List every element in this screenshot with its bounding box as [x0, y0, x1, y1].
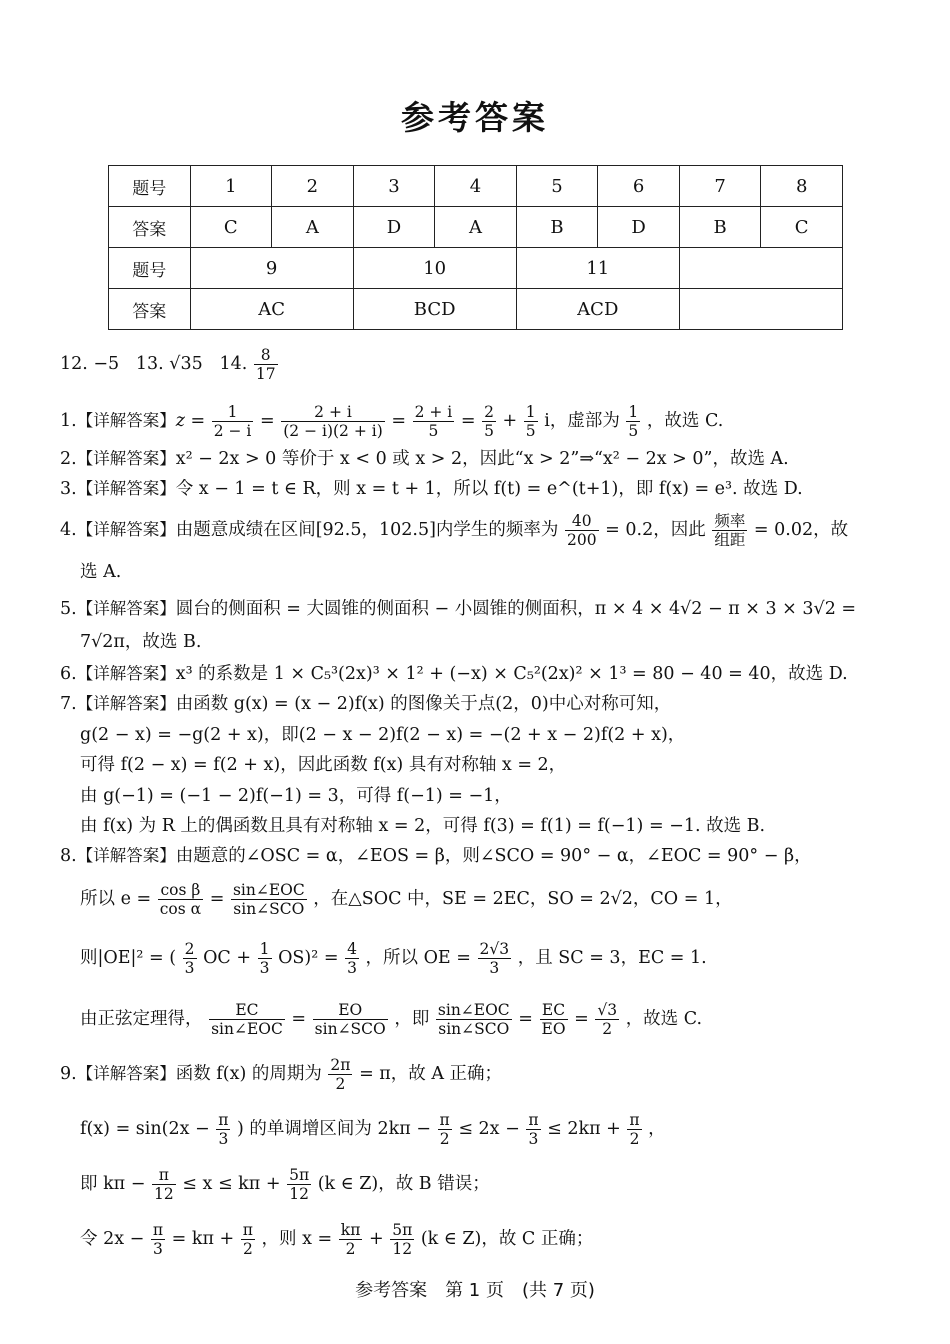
solution-7: 7.【详解答案】由函数 g(x) = (x − 2)f(x) 的图像关于点(2，0)中心对称可知，: [60, 694, 672, 714]
table-cell: B: [679, 207, 761, 248]
solution-9: 9.【详解答案】函数 f(x) 的周期为 $\frac{2\pi}{2}$ = π，故 A 正确；: [60, 1056, 503, 1093]
table-cell: 6: [598, 166, 680, 207]
solution-7-line: g(2 − x) = −g(2 + x)，即(2 − x − 2)f(2 − x) = −(2 + x − 2)f(2 + x)，: [80, 725, 686, 745]
table-cell: 9: [190, 248, 353, 289]
solution-9-line: 即 kπ − $\frac{\pi}{12}$ ≤ x ≤ kπ + $\frac{5\pi}{12}$ (k ∈ Z)，故 B 错误；: [80, 1166, 490, 1203]
table-row: [109, 248, 843, 289]
table-cell: 5: [516, 166, 598, 207]
answer-13: 13. √35: [135, 354, 203, 374]
table-row: [109, 166, 843, 207]
table-cell: C: [761, 207, 843, 248]
answer-tag: 【详解答案】: [76, 411, 176, 430]
table-cell: [679, 289, 842, 330]
table-row: [109, 207, 843, 248]
table-cell: A: [435, 207, 517, 248]
table-row: [109, 289, 843, 330]
fraction: $\frac{8}{17}$: [255, 346, 276, 383]
solution-4-cont: 选 A.: [80, 562, 122, 582]
answer-12: 12. −5: [60, 354, 120, 374]
table-cell: 答案: [109, 207, 191, 248]
solution-9-line: 令 2x − $\frac{\pi}{3}$ = kπ + $\frac{\pi}{2}$ ，则 x = $\frac{k\pi}{2}$ + $\frac{5\pi}{12}$ (k ∈ Z)，故 C 正确；: [80, 1221, 594, 1258]
solution-3: 3.【详解答案】令 x − 1 = t ∈ R，则 x = t + 1，所以 f(t) = e^(t+1)，即 f(x) = e³. 故选 D.: [60, 479, 803, 499]
solution-5-cont: 7√2π，故选 B.: [80, 632, 202, 652]
table-cell: 7: [679, 166, 761, 207]
table-cell: 10: [353, 248, 516, 289]
table-cell: B: [516, 207, 598, 248]
page-title: 参考答案: [401, 98, 549, 137]
table-cell: A: [272, 207, 354, 248]
solution-4: 4.【详解答案】由题意成绩在区间[92.5，102.5]内学生的频率为 $\frac{40}{200}$ = 0.2，因此 频率 组距 = 0.02，故: [60, 512, 849, 549]
answer-14-label: 14.: [219, 354, 248, 374]
solution-8-line: 则|OE|² = ( $\frac{2}{3}$ OC + $\frac{1}{3}$ OS)² = $\frac{4}{3}$ ，所以 OE = $\frac{2√3}{3}$ ，且 SC = 3，EC = 1.: [80, 940, 707, 977]
table-cell: D: [353, 207, 435, 248]
solution-7-line: 可得 f(2 − x) = f(2 + x)，因此函数 f(x) 具有对称轴 x = 2，: [80, 755, 567, 775]
page-footer: 参考答案 第 1 页 (共 7 页): [355, 1280, 595, 1301]
table-cell: 3: [353, 166, 435, 207]
table-cell: C: [190, 207, 272, 248]
table-cell: 8: [761, 166, 843, 207]
table-cell: 题号: [109, 166, 191, 207]
table-cell: 4: [435, 166, 517, 207]
fill-answers: [60, 346, 279, 383]
table-cell: 1: [190, 166, 272, 207]
solution-9-line: f(x) = sin(2x − $\frac{\pi}{3}$ ) 的单调增区间为 2kπ − $\frac{\pi}{2}$ ≤ 2x − $\frac{\pi}{3}$ ≤ 2kπ + $\frac{\pi}{2}$ ，: [80, 1111, 666, 1148]
table-cell: ACD: [516, 289, 679, 330]
solution-1: 1.【详解答案】z = $\frac{1}{2 - i}$ = $\frac{2 + i}{(2 - i)(2 + i)}$ = $\frac{2 + i}{5}$ = $\frac{2}{5}$ + $\frac{1}{5}$ i，虚部为 $\frac{1}{5}$ ，故选 C.: [60, 403, 724, 440]
answer-table: [108, 165, 843, 330]
solution-6: 6.【详解答案】x³ 的系数是 1 × C₅³(2x)³ × 1² + (−x) × C₅²(2x)² × 1³ = 80 − 40 = 40，故选 D.: [60, 664, 848, 684]
table-cell: AC: [190, 289, 353, 330]
solution-7-line: 由 g(−1) = (−1 − 2)f(−1) = 3，可得 f(−1) = −1，: [80, 786, 512, 806]
solution-8-line: 由正弦定理得， EC sin∠EOC = EO sin∠SCO ，即 sin∠EOC sin∠SCO = $\frac{EC}{EO}$ = $\frac{√3}{2}$ ，故选 C.: [80, 1001, 703, 1038]
table-cell: 11: [516, 248, 679, 289]
table-cell: [679, 248, 842, 289]
table-cell: BCD: [353, 289, 516, 330]
solution-8: 8.【详解答案】由题意的∠OSC = α，∠EOS = β，则∠SCO = 90° − α，∠EOC = 90° − β，: [60, 846, 812, 866]
solution-5: 5.【详解答案】圆台的侧面积 = 大圆锥的侧面积 − 小圆锥的侧面积，π × 4 × 4√2 − π × 3 × 3√2 =: [60, 599, 857, 619]
table-cell: D: [598, 207, 680, 248]
table-cell: 2: [272, 166, 354, 207]
solution-8-line: 所以 e = $\frac{\text{cos β}}{\text{cos α}}$ = sin∠EOC sin∠SCO ，在△SOC 中，SE = 2EC，SO = 2√2，CO = 1，: [80, 881, 733, 918]
solution-7-line: 由 f(x) 为 R 上的偶函数且具有对称轴 x = 2，可得 f(3) = f(1) = f(−1) = −1. 故选 B.: [80, 816, 766, 836]
table-cell: 题号: [109, 248, 191, 289]
solution-2: 2.【详解答案】x² − 2x > 0 等价于 x < 0 或 x > 2，因此“x > 2”⇒“x² − 2x > 0”，故选 A.: [60, 449, 789, 469]
table-cell: 答案: [109, 289, 191, 330]
